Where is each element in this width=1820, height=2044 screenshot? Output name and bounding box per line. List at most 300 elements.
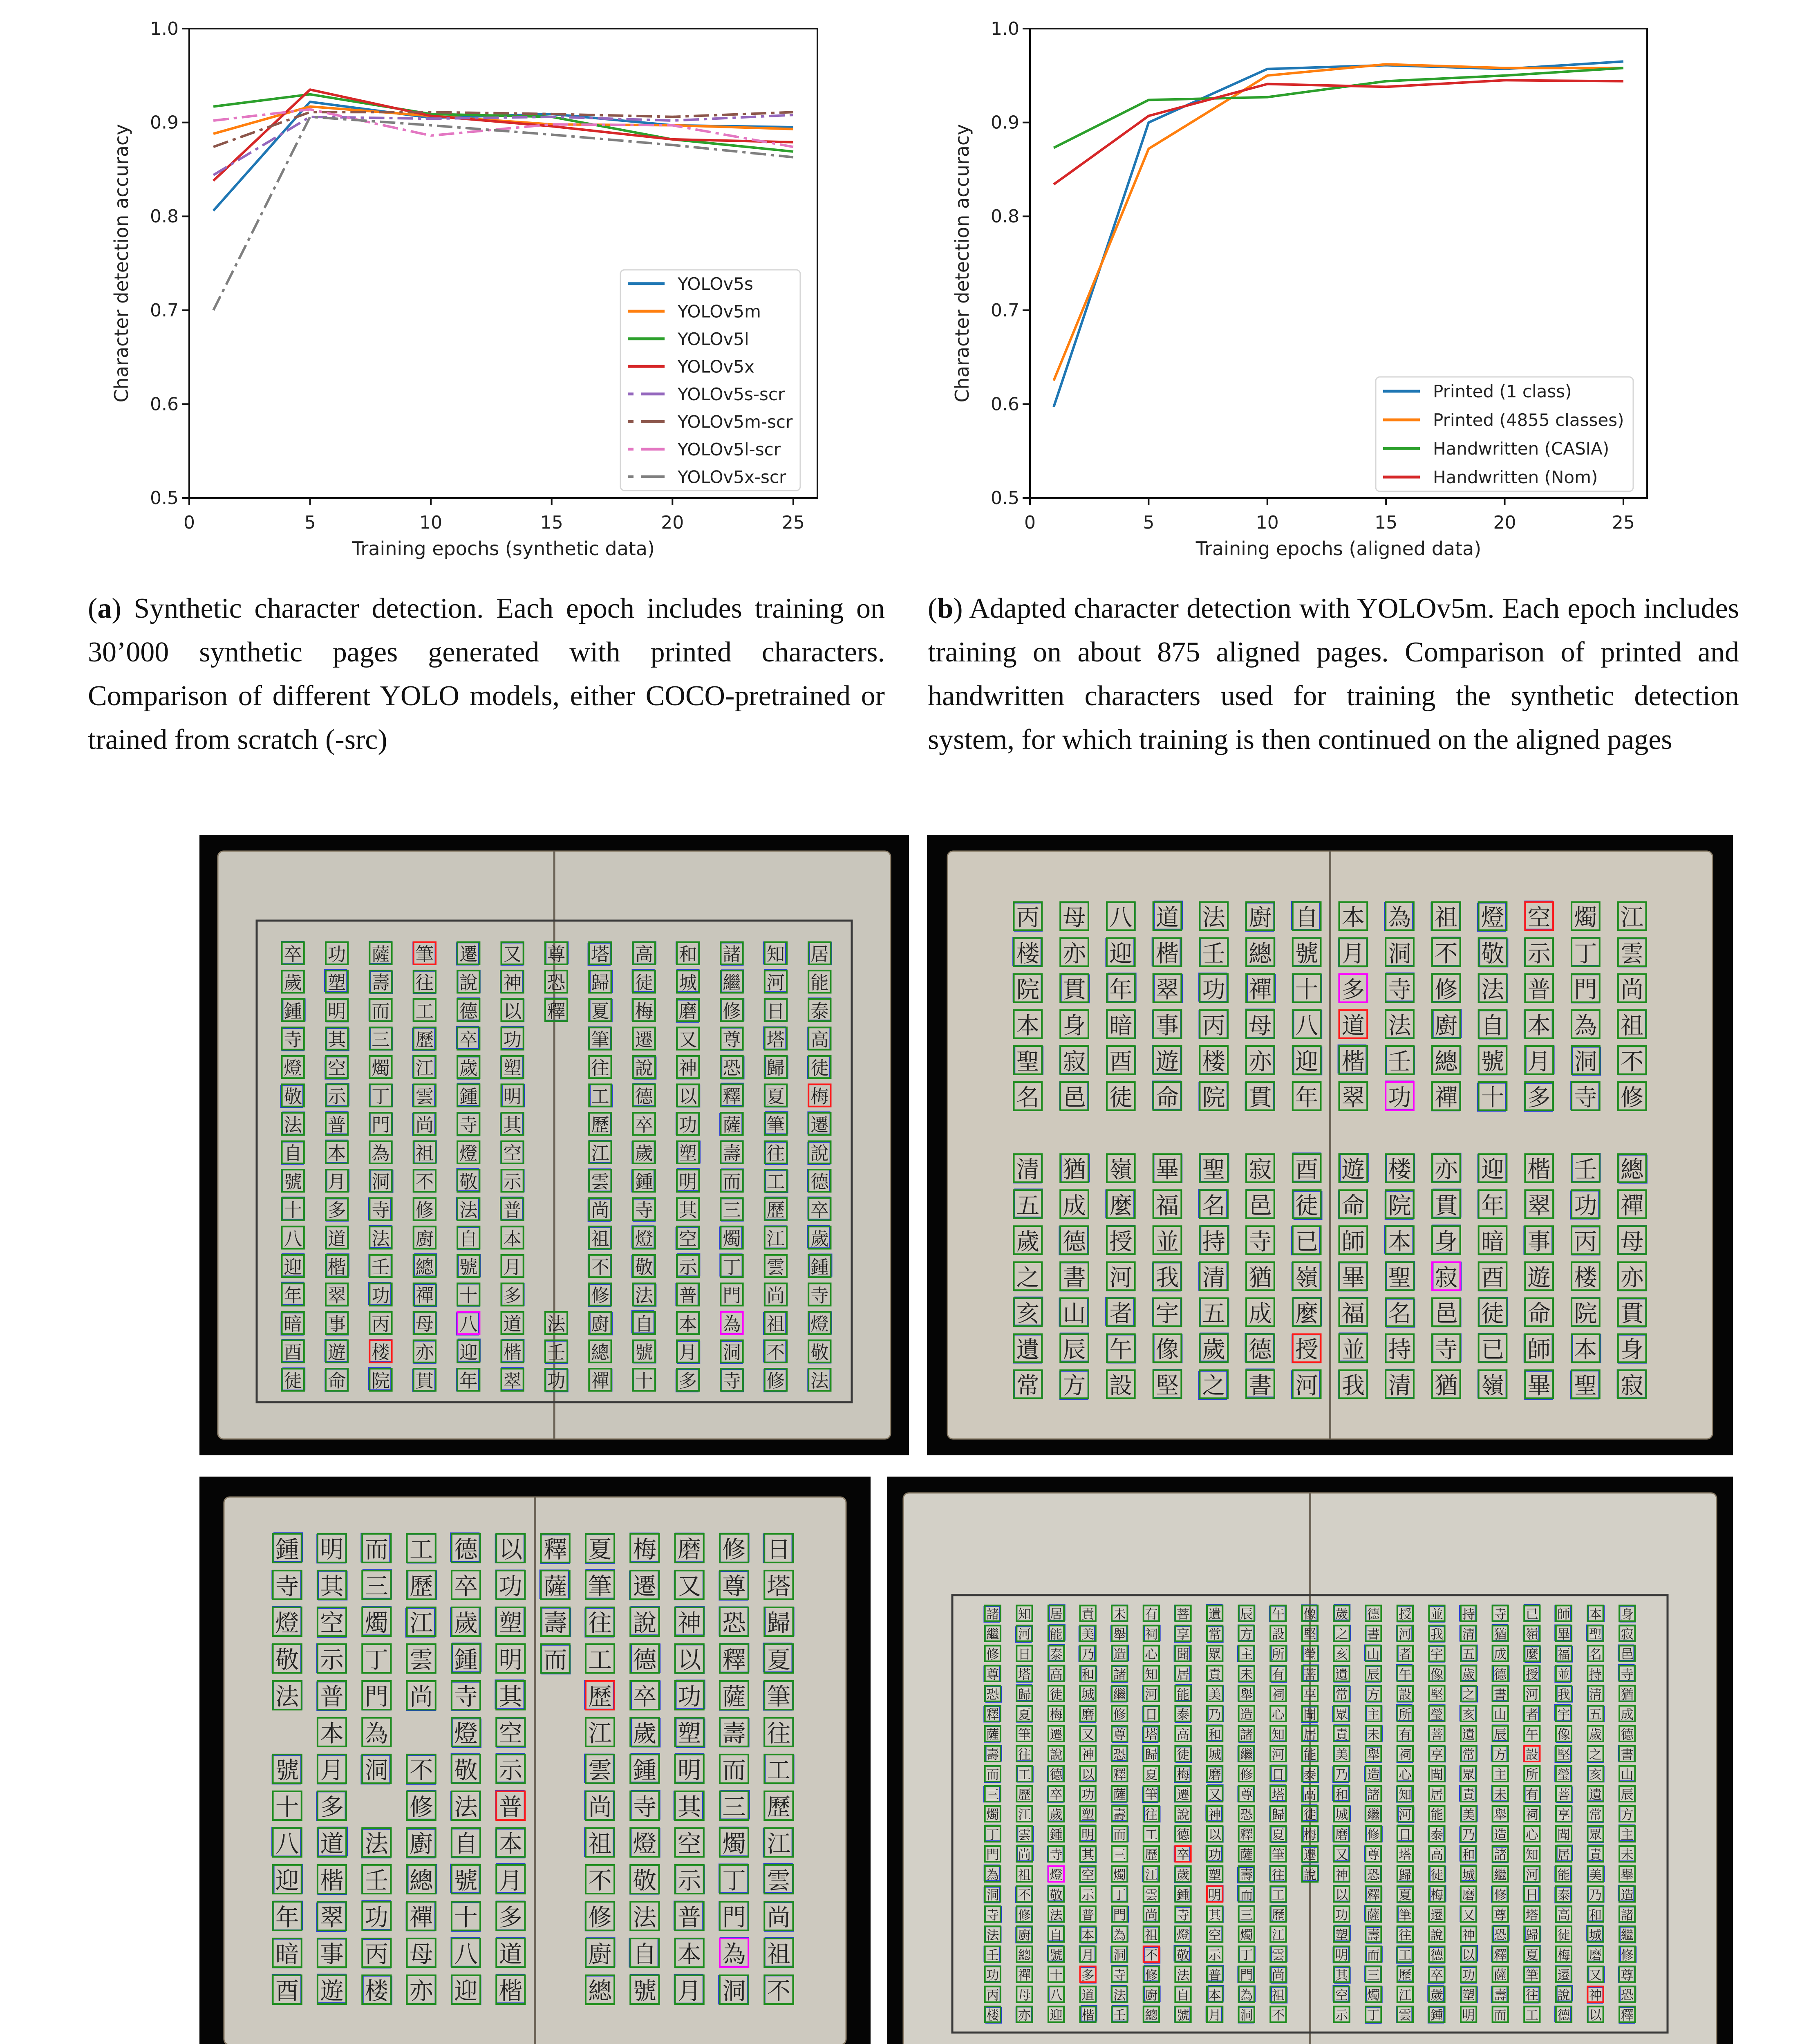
character-glyph: 八 xyxy=(454,1941,478,1968)
character-glyph: 眾 xyxy=(1335,1707,1348,1722)
character-glyph: 居 xyxy=(810,944,829,965)
character-glyph: 本 xyxy=(677,1941,701,1968)
character-glyph: 夏 xyxy=(767,1646,791,1674)
character-glyph: 泰 xyxy=(1303,1767,1316,1782)
y-tick-label: 0.9 xyxy=(991,112,1019,133)
character-glyph: 能 xyxy=(1176,1687,1190,1702)
character-glyph: 歷 xyxy=(588,1683,612,1711)
character-glyph: 多 xyxy=(678,1371,697,1392)
character-glyph: 像 xyxy=(1557,1727,1570,1742)
character-glyph: 恐 xyxy=(1494,1927,1507,1943)
character-glyph: 不 xyxy=(766,1342,785,1363)
character-glyph: 歷 xyxy=(1272,1907,1285,1923)
legend-label-2: Handwritten (CASIA) xyxy=(1433,439,1610,459)
character-glyph: 不 xyxy=(415,1172,434,1193)
character-glyph: 筆 xyxy=(1018,1727,1031,1742)
character-glyph: 空 xyxy=(1208,1927,1221,1943)
character-glyph: 修 xyxy=(591,1285,609,1307)
character-glyph: 壽 xyxy=(1240,1867,1253,1883)
character-glyph: 尚 xyxy=(1620,976,1644,1003)
character-glyph: 法 xyxy=(635,1285,654,1307)
character-glyph: 卒 xyxy=(810,1200,829,1221)
character-glyph: 泰 xyxy=(1430,1827,1444,1842)
character-glyph: 之 xyxy=(1589,1747,1602,1762)
character-glyph: 功 xyxy=(499,1573,523,1600)
character-glyph: 薩 xyxy=(1367,1907,1380,1923)
character-glyph: 往 xyxy=(415,973,434,994)
character-glyph: 河 xyxy=(1399,1807,1412,1822)
character-glyph: 繼 xyxy=(1367,1807,1380,1822)
y-tick-label: 0.8 xyxy=(150,206,179,227)
legend-label-1: Printed (4855 classes) xyxy=(1433,410,1624,430)
character-glyph: 神 xyxy=(678,1058,697,1079)
character-glyph: 歲 xyxy=(1016,1228,1040,1255)
character-glyph: 歸 xyxy=(1525,1927,1539,1943)
character-glyph: 日 xyxy=(1272,1767,1285,1782)
y-tick-label: 0.5 xyxy=(991,488,1019,509)
character-glyph: 夏 xyxy=(1018,1707,1031,1722)
character-glyph: 修 xyxy=(1367,1827,1380,1842)
character-glyph: 普 xyxy=(677,1904,701,1932)
character-glyph: 壽 xyxy=(543,1609,567,1637)
character-glyph: 鍾 xyxy=(1050,1827,1063,1842)
character-glyph: 空 xyxy=(320,1609,344,1637)
character-glyph: 八 xyxy=(1109,904,1133,931)
character-glyph: 洞 xyxy=(365,1757,389,1784)
x-tick-label: 10 xyxy=(1256,512,1279,533)
character-glyph: 禪 xyxy=(591,1371,609,1392)
character-glyph: 法 xyxy=(1176,1968,1190,1983)
scan-image-2 xyxy=(927,835,1733,1455)
character-glyph: 方 xyxy=(1063,1372,1086,1399)
character-glyph: 十 xyxy=(459,1285,478,1307)
character-glyph: 洞 xyxy=(1113,1948,1126,1963)
character-glyph: 辰 xyxy=(1367,1667,1380,1682)
character-glyph: 尊 xyxy=(722,1573,746,1600)
character-glyph: 鍾 xyxy=(275,1536,299,1564)
character-glyph: 尚 xyxy=(588,1793,612,1821)
character-glyph: 洞 xyxy=(723,1342,741,1363)
character-glyph: 尊 xyxy=(1494,1907,1507,1923)
character-glyph: 工 xyxy=(1399,1948,1412,1963)
character-glyph: 楼 xyxy=(372,1342,390,1363)
character-glyph: 堅 xyxy=(1557,1747,1570,1762)
character-glyph: 主 xyxy=(1621,1827,1634,1842)
character-glyph: 嶺 xyxy=(1481,1372,1504,1399)
character-glyph: 像 xyxy=(1430,1667,1444,1682)
character-glyph: 迎 xyxy=(1109,940,1133,967)
character-glyph: 號 xyxy=(1295,940,1319,967)
character-glyph: 門 xyxy=(722,1904,746,1932)
character-glyph: 徒 xyxy=(1557,1927,1570,1943)
character-glyph: 月 xyxy=(677,1977,701,2005)
character-glyph: 楷 xyxy=(1155,940,1179,967)
character-glyph: 明 xyxy=(1081,1827,1095,1842)
character-glyph: 畢 xyxy=(1155,1156,1179,1183)
character-glyph: 修 xyxy=(1240,1767,1253,1782)
character-glyph: 寺 xyxy=(372,1200,390,1221)
character-glyph: 恐 xyxy=(1113,1747,1126,1762)
character-glyph: 示 xyxy=(1081,1887,1095,1903)
character-glyph: 暗 xyxy=(1481,1228,1504,1255)
character-glyph: 明 xyxy=(320,1536,344,1564)
x-tick-label: 25 xyxy=(1612,512,1635,533)
character-glyph: 丁 xyxy=(723,1257,741,1278)
character-glyph: 自 xyxy=(1295,904,1319,931)
character-glyph: 壽 xyxy=(1494,1988,1507,2003)
character-glyph: 禪 xyxy=(1435,1085,1458,1112)
character-glyph: 歲 xyxy=(284,973,302,994)
character-glyph: 居 xyxy=(1050,1607,1063,1622)
character-glyph: 設 xyxy=(1272,1627,1285,1642)
character-glyph: 江 xyxy=(409,1609,433,1637)
character-glyph: 造 xyxy=(1367,1767,1380,1782)
character-glyph: 洞 xyxy=(1574,1048,1597,1075)
character-glyph: 往 xyxy=(1018,1747,1031,1762)
character-glyph: 祠 xyxy=(1525,1807,1539,1822)
character-glyph: 徒 xyxy=(810,1058,829,1079)
character-glyph: 知 xyxy=(766,944,785,965)
character-glyph: 年 xyxy=(1295,1085,1319,1112)
character-glyph: 說 xyxy=(633,1609,657,1637)
character-glyph: 而 xyxy=(1494,2008,1507,2023)
character-glyph: 江 xyxy=(1018,1807,1031,1822)
character-glyph: 能 xyxy=(1050,1627,1063,1642)
character-glyph: 遺 xyxy=(1016,1336,1040,1363)
character-glyph: 迎 xyxy=(1295,1048,1319,1075)
character-glyph: 功 xyxy=(547,1371,566,1392)
character-glyph: 午 xyxy=(1272,1607,1285,1622)
character-glyph: 夏 xyxy=(591,1001,609,1022)
character-glyph: 貫 xyxy=(415,1371,434,1392)
character-glyph: 聞 xyxy=(1303,1707,1316,1722)
character-glyph: 塑 xyxy=(503,1058,522,1079)
character-glyph: 聞 xyxy=(1176,1647,1190,1662)
character-glyph: 城 xyxy=(1462,1867,1475,1883)
character-glyph: 洞 xyxy=(722,1977,746,2005)
character-glyph: 清 xyxy=(1589,1687,1602,1702)
character-glyph: 德 xyxy=(459,1001,478,1022)
character-glyph: 麼 xyxy=(1109,1192,1133,1219)
character-glyph: 鍾 xyxy=(635,1172,654,1193)
character-glyph: 德 xyxy=(810,1172,829,1193)
character-glyph: 不 xyxy=(1018,1887,1031,1903)
character-glyph: 功 xyxy=(1335,1907,1348,1923)
character-glyph: 城 xyxy=(1335,1807,1348,1822)
legend-label-5: YOLOv5m-scr xyxy=(678,412,793,432)
character-glyph: 尚 xyxy=(1018,1847,1031,1862)
character-glyph: 往 xyxy=(1145,1807,1158,1822)
character-glyph: 猶 xyxy=(1249,1264,1272,1291)
character-glyph: 示 xyxy=(677,1867,701,1895)
character-glyph: 自 xyxy=(1176,1988,1190,2003)
character-glyph: 歷 xyxy=(766,1200,785,1221)
character-glyph: 八 xyxy=(1050,1988,1063,2003)
character-glyph: 明 xyxy=(503,1086,522,1107)
character-glyph: 繼 xyxy=(1621,1927,1634,1943)
legend-label-4: YOLOv5s-scr xyxy=(678,384,785,404)
character-glyph: 本 xyxy=(1574,1336,1597,1363)
character-glyph: 歲 xyxy=(1462,1667,1475,1682)
character-glyph: 遷 xyxy=(1303,1847,1316,1862)
character-glyph: 恐 xyxy=(1621,1988,1634,2003)
character-glyph: 不 xyxy=(767,1977,791,2005)
character-glyph: 總 xyxy=(1145,2008,1158,2023)
character-glyph: 寂 xyxy=(1620,1372,1644,1399)
character-glyph: 多 xyxy=(499,1904,523,1932)
character-glyph: 本 xyxy=(503,1228,522,1250)
character-glyph: 夏 xyxy=(1145,1767,1158,1782)
y-tick-label: 0.6 xyxy=(991,394,1019,415)
character-glyph: 修 xyxy=(415,1200,434,1221)
character-glyph: 能 xyxy=(1303,1747,1316,1762)
character-glyph: 為 xyxy=(372,1143,390,1164)
character-glyph: 主 xyxy=(1367,1707,1380,1722)
character-glyph: 鍾 xyxy=(1430,2008,1444,2023)
character-glyph: 法 xyxy=(810,1371,829,1392)
character-glyph: 命 xyxy=(327,1371,346,1392)
character-glyph: 菩 xyxy=(1430,1727,1444,1742)
character-glyph: 江 xyxy=(1620,904,1644,931)
character-glyph: 歲 xyxy=(1335,1607,1348,1622)
character-glyph: 五 xyxy=(1589,1707,1602,1722)
character-glyph: 說 xyxy=(810,1143,829,1164)
character-glyph: 院 xyxy=(1388,1192,1411,1219)
chart-adapted-detection xyxy=(910,0,1820,572)
character-glyph: 遷 xyxy=(1050,1727,1063,1742)
character-glyph: 丙 xyxy=(986,1988,999,2003)
character-glyph: 而 xyxy=(986,1767,999,1782)
character-glyph: 壽 xyxy=(1113,1807,1126,1822)
character-glyph: 雲 xyxy=(415,1086,434,1107)
character-glyph: 年 xyxy=(1109,976,1133,1003)
caption-b-label: b xyxy=(937,593,954,624)
character-glyph: 尊 xyxy=(1240,1787,1253,1802)
character-glyph: 和 xyxy=(1208,1727,1221,1742)
character-glyph: 修 xyxy=(766,1371,785,1392)
character-glyph: 為 xyxy=(1113,1927,1126,1943)
character-glyph: 聖 xyxy=(1016,1048,1040,1075)
character-glyph: 授 xyxy=(1525,1667,1539,1682)
y-tick-label: 1.0 xyxy=(150,18,179,39)
character-glyph: 知 xyxy=(1525,1847,1539,1862)
character-glyph: 遊 xyxy=(1155,1048,1179,1075)
character-glyph: 歲 xyxy=(1050,1807,1063,1822)
character-glyph: 筆 xyxy=(591,1029,609,1051)
scan-panel-1 xyxy=(199,835,909,1455)
character-glyph: 尚 xyxy=(767,1904,791,1932)
character-glyph: 法 xyxy=(372,1228,390,1250)
character-glyph: 十 xyxy=(1481,1085,1504,1112)
character-glyph: 泰 xyxy=(1557,1887,1570,1903)
character-glyph: 十 xyxy=(275,1793,299,1821)
character-glyph: 德 xyxy=(635,1086,654,1107)
legend-label-6: YOLOv5l-scr xyxy=(678,439,781,459)
character-glyph: 成 xyxy=(1621,1707,1634,1722)
character-glyph: 寂 xyxy=(1435,1264,1458,1291)
character-glyph: 功 xyxy=(677,1683,701,1711)
character-glyph: 尊 xyxy=(547,944,566,965)
character-glyph: 江 xyxy=(1272,1927,1285,1943)
character-glyph: 名 xyxy=(1202,1192,1225,1219)
character-glyph: 廚 xyxy=(1435,1012,1458,1039)
character-glyph: 示 xyxy=(1527,940,1551,967)
character-glyph: 美 xyxy=(1335,1747,1348,1762)
character-glyph: 燈 xyxy=(1481,904,1504,931)
character-glyph: 丙 xyxy=(1202,1012,1225,1039)
character-glyph: 高 xyxy=(1050,1667,1063,1682)
character-glyph: 歲 xyxy=(454,1609,478,1637)
y-tick-label: 0.7 xyxy=(150,300,179,321)
scan-image-1 xyxy=(199,835,909,1455)
character-glyph: 其 xyxy=(503,1115,522,1136)
character-glyph: 總 xyxy=(415,1257,434,1278)
character-glyph: 遺 xyxy=(1208,1607,1221,1622)
character-glyph: 河 xyxy=(1399,1627,1412,1642)
character-glyph: 徒 xyxy=(635,973,654,994)
character-glyph: 為 xyxy=(723,1313,741,1335)
character-glyph: 繼 xyxy=(1494,1867,1507,1883)
character-glyph: 月 xyxy=(320,1757,344,1784)
character-glyph: 亦 xyxy=(1435,1156,1458,1183)
character-glyph: 燭 xyxy=(365,1609,389,1637)
character-glyph: 恐 xyxy=(722,1609,746,1637)
character-glyph: 寺 xyxy=(1050,1847,1063,1862)
character-glyph: 廚 xyxy=(409,1830,433,1858)
character-glyph: 歲 xyxy=(1589,1727,1602,1742)
character-glyph: 其 xyxy=(1335,1968,1348,1983)
character-glyph: 河 xyxy=(1525,1687,1539,1702)
character-glyph: 授 xyxy=(1109,1228,1133,1255)
character-glyph: 翠 xyxy=(1527,1192,1551,1219)
character-glyph: 卒 xyxy=(1050,1787,1063,1802)
character-glyph: 我 xyxy=(1155,1264,1179,1291)
character-glyph: 道 xyxy=(327,1228,346,1250)
character-glyph: 空 xyxy=(499,1720,523,1748)
character-glyph: 筆 xyxy=(1399,1907,1412,1923)
character-glyph: 亥 xyxy=(1016,1300,1040,1327)
character-glyph: 其 xyxy=(678,1200,697,1221)
character-glyph: 遷 xyxy=(635,1029,654,1051)
character-glyph: 八 xyxy=(275,1830,299,1858)
character-glyph: 德 xyxy=(1430,1948,1444,1963)
character-glyph: 多 xyxy=(1341,976,1365,1003)
character-glyph: 普 xyxy=(327,1115,346,1136)
character-glyph: 祖 xyxy=(1620,1012,1644,1039)
character-glyph: 工 xyxy=(767,1757,791,1784)
character-glyph: 和 xyxy=(678,944,697,965)
character-glyph: 功 xyxy=(1462,1968,1475,1983)
character-glyph: 遷 xyxy=(459,944,478,965)
character-glyph: 廚 xyxy=(591,1313,609,1335)
character-glyph: 示 xyxy=(1335,2008,1348,2023)
character-glyph: 翠 xyxy=(1341,1085,1365,1112)
character-glyph: 德 xyxy=(1063,1228,1086,1255)
character-glyph: 未 xyxy=(1494,1787,1507,1802)
character-glyph: 丁 xyxy=(1574,940,1597,967)
character-glyph: 釋 xyxy=(1240,1827,1253,1842)
character-glyph: 恐 xyxy=(1240,1807,1253,1822)
character-glyph: 徒 xyxy=(1303,1807,1316,1822)
character-glyph: 筆 xyxy=(415,944,434,965)
character-glyph: 工 xyxy=(1018,1767,1031,1782)
character-glyph: 法 xyxy=(1113,1988,1126,2003)
character-glyph: 三 xyxy=(986,1787,999,1802)
character-glyph: 燭 xyxy=(1367,1988,1380,2003)
character-glyph: 歷 xyxy=(415,1029,434,1051)
character-glyph: 遷 xyxy=(1430,1907,1444,1923)
character-glyph: 德 xyxy=(1621,1727,1634,1742)
character-glyph: 釋 xyxy=(1367,1887,1380,1903)
character-glyph: 歲 xyxy=(459,1058,478,1079)
character-glyph: 燈 xyxy=(1050,1867,1063,1883)
character-glyph: 已 xyxy=(1525,1607,1539,1622)
character-glyph: 之 xyxy=(1016,1264,1040,1291)
character-glyph: 山 xyxy=(1621,1767,1634,1782)
character-glyph: 修 xyxy=(1113,1707,1126,1722)
character-glyph: 塔 xyxy=(1272,1787,1285,1802)
character-glyph: 授 xyxy=(1295,1336,1319,1363)
character-glyph: 自 xyxy=(284,1143,302,1164)
character-glyph: 法 xyxy=(547,1313,566,1335)
character-glyph: 為 xyxy=(722,1941,746,1968)
character-glyph: 迎 xyxy=(454,1977,478,2005)
character-glyph: 卒 xyxy=(1176,1847,1190,1862)
character-glyph: 梅 xyxy=(1557,1948,1570,1963)
character-glyph: 聖 xyxy=(1202,1156,1225,1183)
character-glyph: 享 xyxy=(1430,1747,1444,1762)
character-glyph: 法 xyxy=(365,1830,389,1858)
character-glyph: 寺 xyxy=(1494,1607,1507,1622)
character-glyph: 尚 xyxy=(1145,1907,1158,1923)
character-glyph: 多 xyxy=(503,1285,522,1307)
character-glyph: 廚 xyxy=(1249,904,1272,931)
character-glyph: 書 xyxy=(1367,1627,1380,1642)
character-glyph: 磨 xyxy=(1462,1887,1475,1903)
character-glyph: 並 xyxy=(1430,1607,1444,1622)
character-glyph: 楼 xyxy=(986,2008,999,2023)
character-glyph: 祠 xyxy=(1272,1687,1285,1702)
character-glyph: 十 xyxy=(284,1200,302,1221)
character-glyph: 酉 xyxy=(1109,1048,1133,1075)
character-glyph: 德 xyxy=(1249,1336,1272,1363)
character-glyph: 舉 xyxy=(1621,1867,1634,1883)
character-glyph: 尊 xyxy=(1367,1847,1380,1862)
character-glyph: 工 xyxy=(415,1001,434,1022)
character-glyph: 燭 xyxy=(1240,1927,1253,1943)
character-glyph: 敬 xyxy=(810,1342,829,1363)
character-glyph: 城 xyxy=(1589,1927,1602,1943)
character-glyph: 月 xyxy=(1527,1048,1551,1075)
caption-a: (a) Synthetic character detection. Each epoch includes training on 30’000 synthetic pages generated with printed characters. Comparison of different YOLO models, either COCO-pretrained or trained from scratch (-src) xyxy=(88,593,885,755)
character-glyph: 塔 xyxy=(1145,1727,1158,1742)
character-glyph: 歲 xyxy=(810,1228,829,1250)
character-glyph: 高 xyxy=(635,944,654,965)
character-glyph: 並 xyxy=(1155,1228,1179,1255)
character-glyph: 身 xyxy=(1435,1228,1458,1255)
character-glyph: 說 xyxy=(1557,1988,1570,2003)
character-glyph: 十 xyxy=(1295,976,1319,1003)
character-glyph: 江 xyxy=(766,1228,785,1250)
character-glyph: 寺 xyxy=(986,1907,999,1923)
character-glyph: 五 xyxy=(1462,1647,1475,1662)
character-glyph: 麼 xyxy=(1525,1647,1539,1662)
character-glyph: 舉 xyxy=(1494,1807,1507,1822)
character-glyph: 酉 xyxy=(284,1342,302,1363)
character-glyph: 寺 xyxy=(633,1793,657,1821)
character-glyph: 雲 xyxy=(766,1257,785,1278)
character-glyph: 釋 xyxy=(1494,1948,1507,1963)
